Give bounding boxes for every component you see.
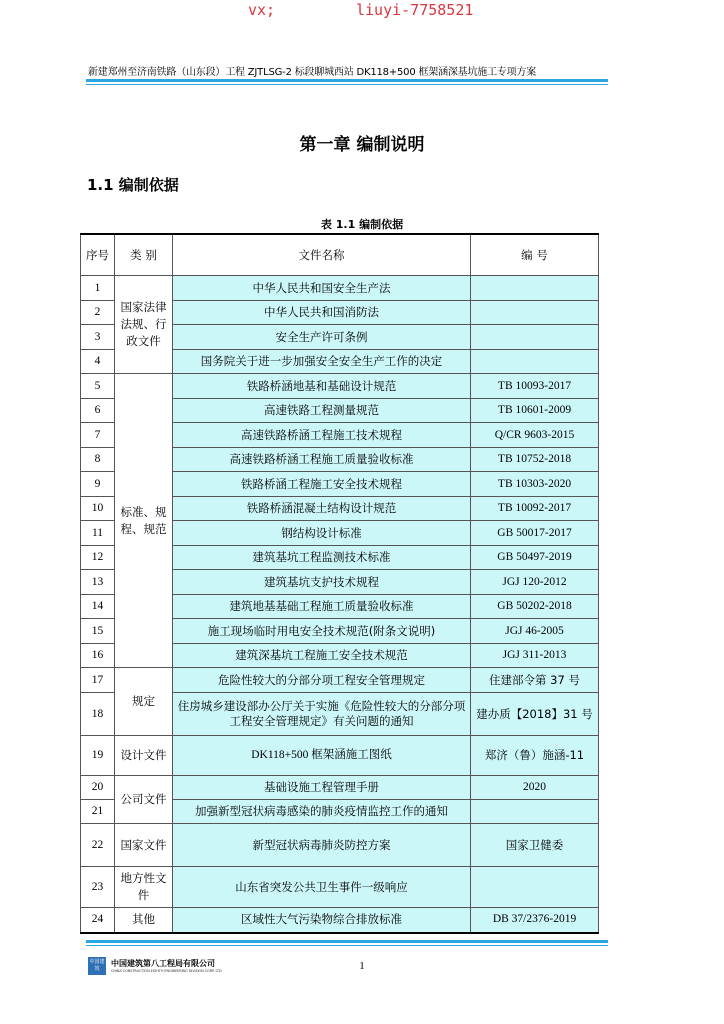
header-rule-thin <box>86 84 608 85</box>
row-number: 17 <box>81 668 115 693</box>
row-number: 12 <box>81 546 115 570</box>
document-code <box>471 350 599 374</box>
document-code <box>471 301 599 325</box>
table-row <box>81 908 599 933</box>
table-row <box>81 668 599 693</box>
section-title: 1.1 编制依据 <box>87 176 179 194</box>
document-code: 国家卫健委 <box>471 824 599 867</box>
document-code: TB 10601-2009 <box>471 399 599 423</box>
document-code <box>471 867 599 908</box>
header-seq: 序号 <box>81 234 115 276</box>
row-number: 14 <box>81 595 115 619</box>
row-number: 15 <box>81 619 115 644</box>
document-name: 建筑地基基础工程施工质量验收标准 <box>173 595 471 619</box>
row-number: 20 <box>81 776 115 800</box>
table-row <box>81 867 599 908</box>
table-row <box>81 374 599 399</box>
row-number: 6 <box>81 399 115 423</box>
document-name: 施工现场临时用电安全技术规范(附条文说明) <box>173 619 471 644</box>
row-number: 11 <box>81 521 115 546</box>
table-caption: 表 1.1 编制依据 <box>320 218 404 231</box>
row-number: 2 <box>81 301 115 325</box>
document-code: TB 10303-2020 <box>471 472 599 497</box>
chapter-title: 第一章 编制说明 <box>299 135 425 155</box>
document-code: DB 37/2376-2019 <box>471 908 599 933</box>
table-row <box>81 776 599 800</box>
row-number: 22 <box>81 824 115 867</box>
document-name: 铁路桥涵地基和基础设计规范 <box>173 374 471 399</box>
document-code: TB 10093-2017 <box>471 374 599 399</box>
category-cell: 设计文件 <box>115 736 173 776</box>
row-number: 8 <box>81 448 115 472</box>
header-rule <box>86 79 608 82</box>
document-name: 建筑基坑支护技术规程 <box>173 570 471 595</box>
document-code: TB 10092-2017 <box>471 497 599 521</box>
category-cell: 标准、规程、规范 <box>115 374 173 668</box>
document-code <box>471 800 599 824</box>
table-row <box>81 736 599 776</box>
page-number: 1 <box>359 960 365 972</box>
row-number: 3 <box>81 325 115 350</box>
document-code: 郑济（鲁）施涵-11 <box>471 736 599 776</box>
row-number: 19 <box>81 736 115 776</box>
category-cell: 规定 <box>115 668 173 736</box>
document-name: 铁路桥涵混凝土结构设计规范 <box>173 497 471 521</box>
row-number: 9 <box>81 472 115 497</box>
document-code: JGJ 311-2013 <box>471 644 599 668</box>
table-row <box>81 276 599 301</box>
document-name: 高速铁路桥涵工程施工质量验收标准 <box>173 448 471 472</box>
company-name-en: CHINA CONSTRUCTION EIGHTH ENGINEERING DIVISION CORP. LTD <box>111 968 222 973</box>
document-name: 区域性大气污染物综合排放标准 <box>173 908 471 933</box>
cscec-logo-icon: 中国建筑 <box>88 957 106 975</box>
watermark-left: vx; <box>248 1 276 19</box>
category-cell: 国家文件 <box>115 824 173 867</box>
document-code: 建办质【2018】31 号 <box>471 693 599 736</box>
document-code: 住建部令第 37 号 <box>471 668 599 693</box>
document-name: 国务院关于进一步加强安全安全生产工作的决定 <box>173 350 471 374</box>
header-category: 类 别 <box>115 234 173 276</box>
basis-table <box>80 233 599 934</box>
footer-rule-thin <box>86 945 608 946</box>
category-cell: 地方性文件 <box>115 867 173 908</box>
document-code: GB 50017-2017 <box>471 521 599 546</box>
document-name: 安全生产许可条例 <box>173 325 471 350</box>
row-number: 13 <box>81 570 115 595</box>
watermark-right: liuyi-7758521 <box>356 1 474 19</box>
document-code: 2020 <box>471 776 599 800</box>
row-number: 21 <box>81 800 115 824</box>
document-name: 高速铁路工程测量规范 <box>173 399 471 423</box>
document-name: DK118+500 框架涵施工图纸 <box>173 736 471 776</box>
running-header: 新建郑州至济南铁路（山东段）工程 ZJTLSG-2 标段聊城西站 DK118+500 框架涵深基坑施工专项方案 <box>88 67 537 78</box>
document-name: 危险性较大的分部分项工程安全管理规定 <box>173 668 471 693</box>
document-code <box>471 276 599 301</box>
company-name: 中国建筑第八工程局有限公司 <box>111 958 215 968</box>
row-number: 10 <box>81 497 115 521</box>
table-row <box>81 824 599 867</box>
watermark <box>0 0 724 22</box>
row-number: 7 <box>81 423 115 448</box>
document-name: 加强新型冠状病毒感染的肺炎疫情监控工作的通知 <box>173 800 471 824</box>
row-number: 16 <box>81 644 115 668</box>
document-code: Q/CR 9603-2015 <box>471 423 599 448</box>
header-name: 文件名称 <box>173 234 471 276</box>
footer-rule <box>86 940 608 943</box>
document-code: GB 50497-2019 <box>471 546 599 570</box>
document-name: 铁路桥涵工程施工安全技术规程 <box>173 472 471 497</box>
row-number: 1 <box>81 276 115 301</box>
category-cell: 其他 <box>115 908 173 933</box>
header-code: 编 号 <box>471 234 599 276</box>
table-header-row <box>81 234 599 276</box>
row-number: 5 <box>81 374 115 399</box>
document-name: 钢结构设计标准 <box>173 521 471 546</box>
document-name: 基础设施工程管理手册 <box>173 776 471 800</box>
document-name: 山东省突发公共卫生事件一级响应 <box>173 867 471 908</box>
document-name: 中华人民共和国安全生产法 <box>173 276 471 301</box>
row-number: 4 <box>81 350 115 374</box>
document-code: TB 10752-2018 <box>471 448 599 472</box>
document-name: 建筑基坑工程监测技术标准 <box>173 546 471 570</box>
document-code <box>471 325 599 350</box>
document-code: JGJ 120-2012 <box>471 570 599 595</box>
document-name: 新型冠状病毒肺炎防控方案 <box>173 824 471 867</box>
row-number: 23 <box>81 867 115 908</box>
document-name: 住房城乡建设部办公厅关于实施《危险性较大的分部分项工程安全管理规定》有关问题的通知 <box>173 693 471 736</box>
category-cell: 国家法律法规、行政文件 <box>115 276 173 374</box>
document-name: 建筑深基坑工程施工安全技术规范 <box>173 644 471 668</box>
row-number: 24 <box>81 908 115 933</box>
row-number: 18 <box>81 693 115 736</box>
document-code: JGJ 46-2005 <box>471 619 599 644</box>
document-name: 高速铁路桥涵工程施工技术规程 <box>173 423 471 448</box>
document-code: GB 50202-2018 <box>471 595 599 619</box>
document-name: 中华人民共和国消防法 <box>173 301 471 325</box>
category-cell: 公司文件 <box>115 776 173 824</box>
